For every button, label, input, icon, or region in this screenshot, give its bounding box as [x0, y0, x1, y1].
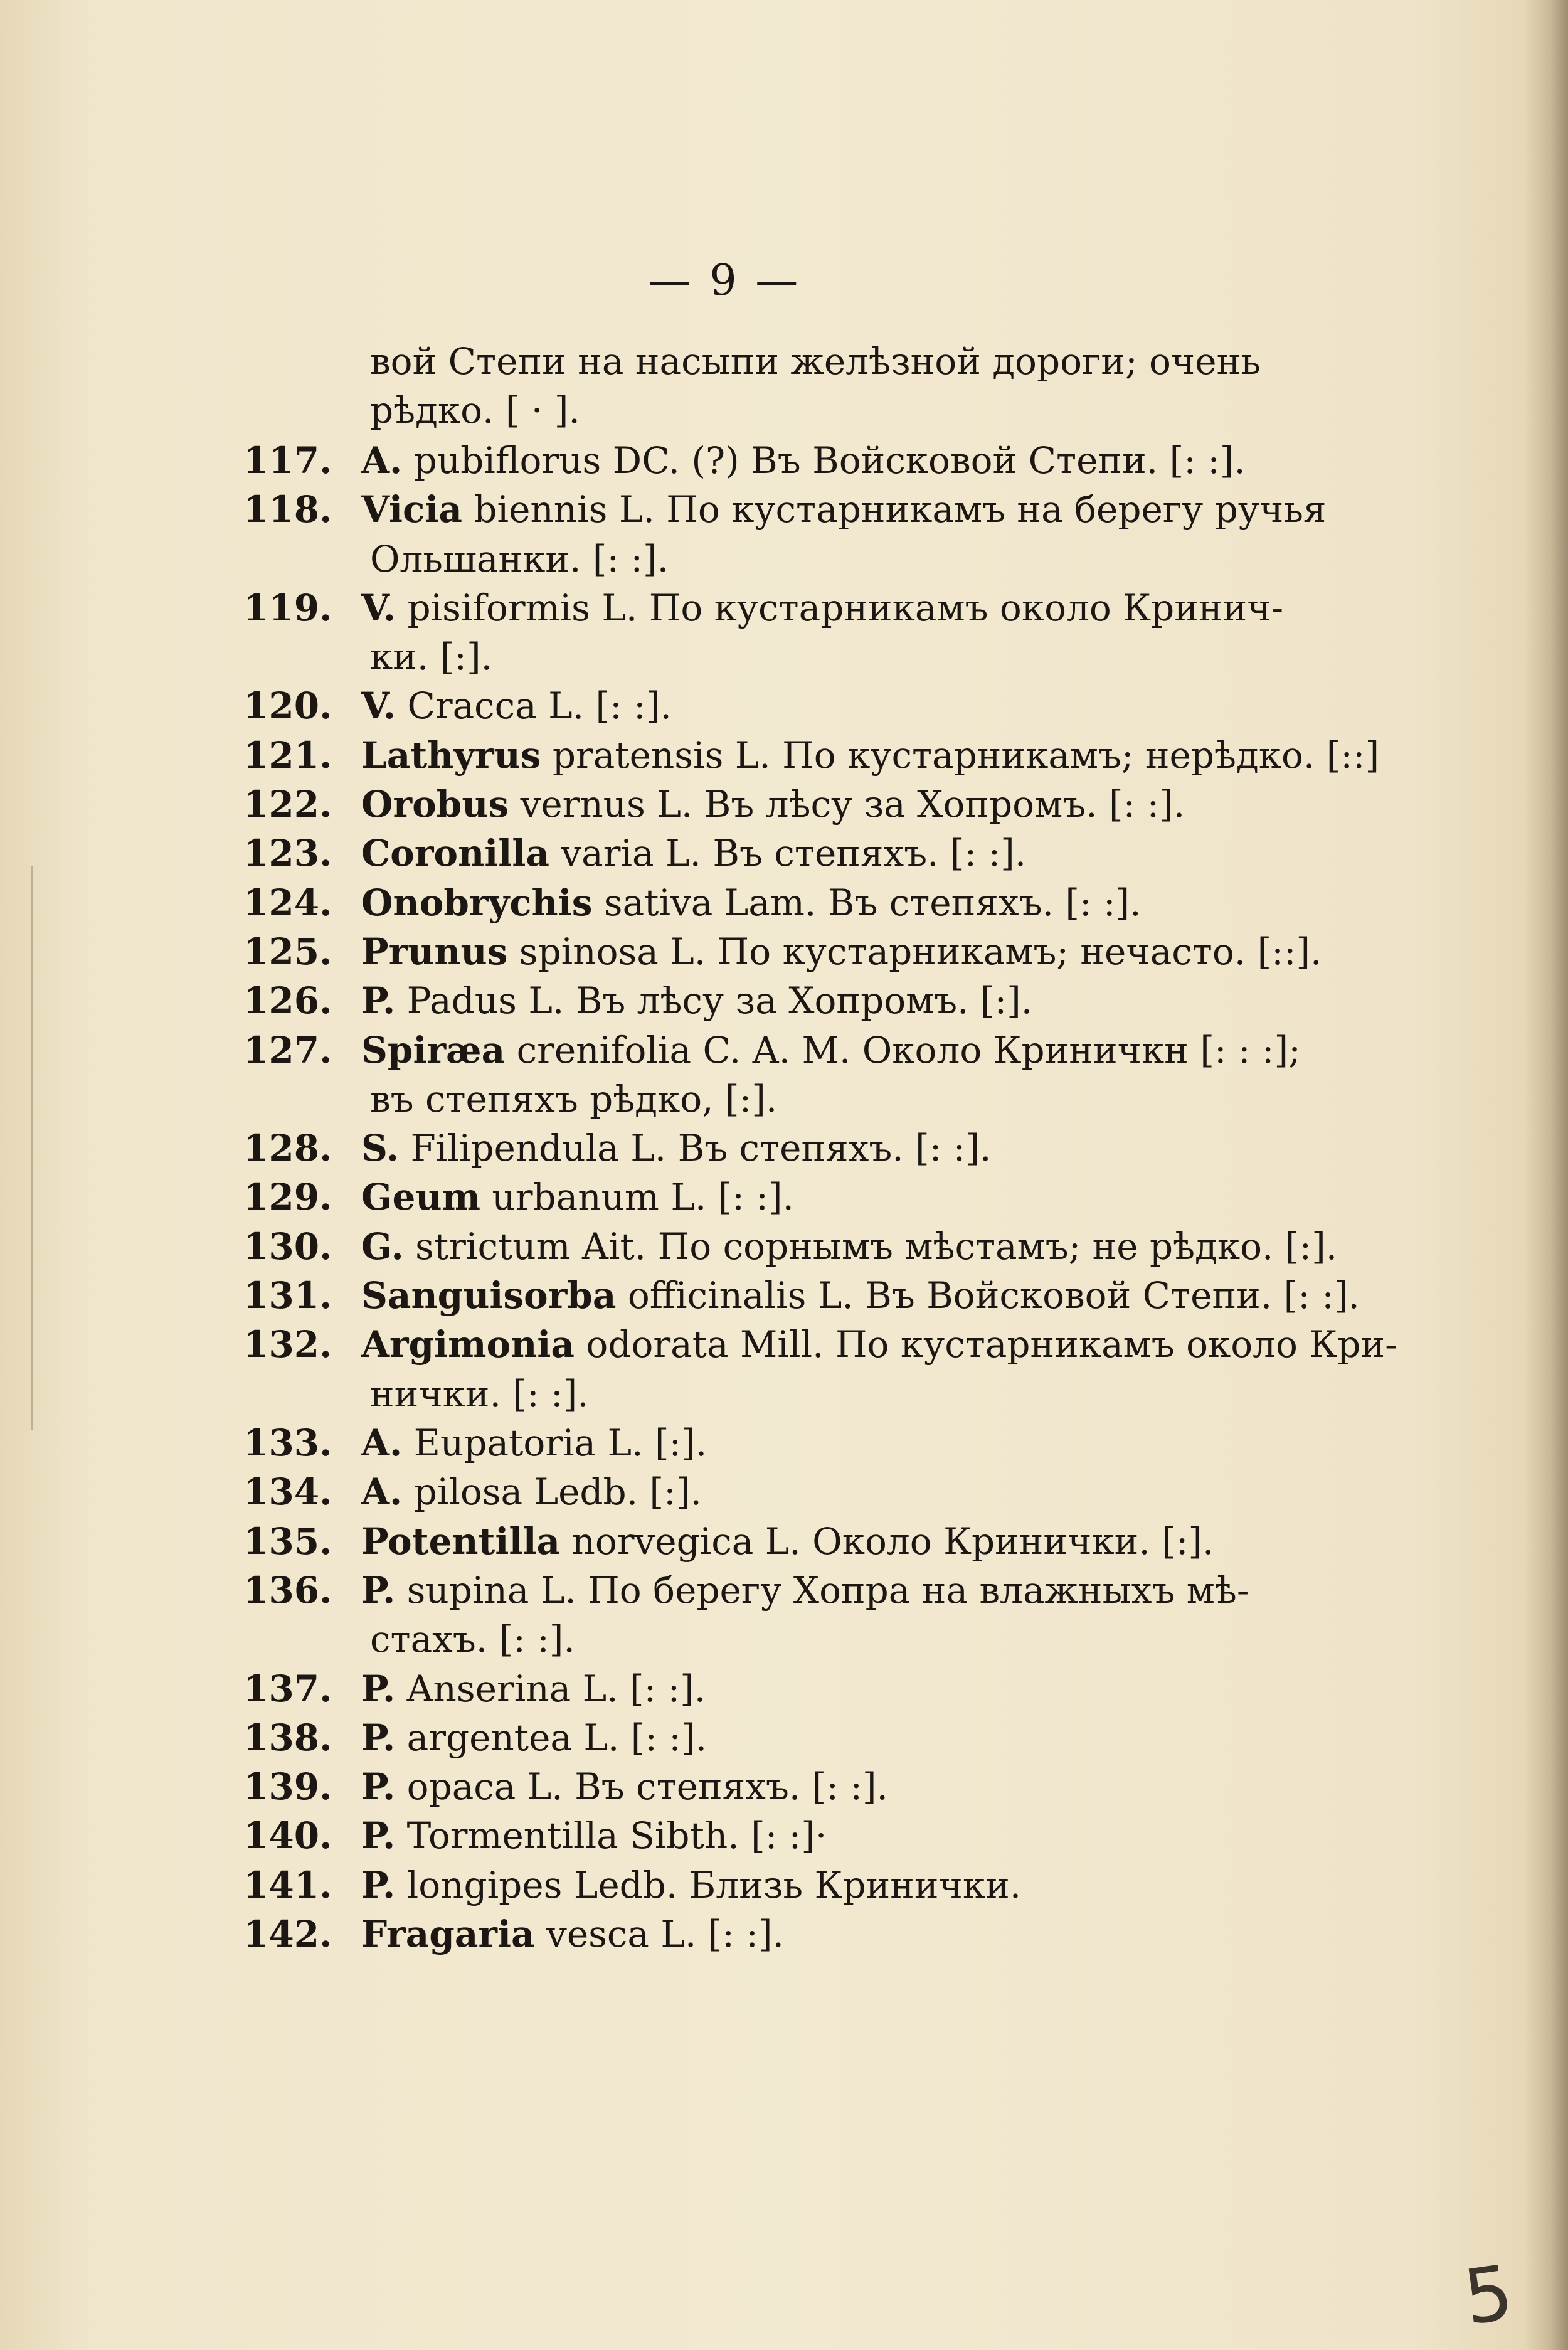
species-text: spinosa L. По кустарникамъ; нечасто. [::].: [507, 930, 1322, 973]
species-text: urbanum L. [: :].: [480, 1176, 794, 1218]
species-text: odorata Mill. По кустарникамъ около Кри-: [575, 1323, 1397, 1366]
species-entry: [243, 1713, 707, 1762]
entry-number: 133.: [243, 1422, 332, 1464]
species-text: vesca L. [: :].: [534, 1913, 784, 1955]
entry-number: 136.: [243, 1569, 332, 1612]
species-entry: [243, 1664, 706, 1713]
species-entry: [243, 1124, 991, 1172]
species-entry-continuation: ки. [:].: [370, 635, 493, 678]
genus-name: P.: [361, 1667, 396, 1710]
genus-name: Onobrychis: [361, 881, 593, 924]
page-number: — 9 —: [648, 256, 801, 306]
species-entry: [243, 976, 1032, 1025]
species-text: supina L. По берегу Хопра на влажныхъ мѣ-: [395, 1569, 1249, 1612]
species-entry: [243, 731, 1379, 780]
genus-name: Orobus: [361, 783, 509, 826]
genus-name: P.: [361, 1569, 396, 1612]
genus-name: P.: [361, 1864, 396, 1906]
species-text: pratensis L. По кустарникамъ; нерѣдко. [::]: [541, 734, 1380, 777]
entry-number: 134.: [243, 1470, 332, 1513]
genus-name: Fragaria: [361, 1913, 535, 1955]
species-text: opaca L. Въ степяхъ. [: :].: [395, 1765, 888, 1808]
entry-number: 117.: [243, 439, 332, 482]
genus-name: P.: [361, 1765, 396, 1808]
entry-number: 122.: [243, 783, 332, 826]
entry-number: 126.: [243, 979, 332, 1022]
genus-name: P.: [361, 979, 396, 1022]
genus-name: Vicia: [361, 488, 462, 531]
genus-name: Argimonia: [361, 1323, 575, 1366]
genus-name: S.: [361, 1127, 400, 1169]
species-entry: [243, 829, 1026, 878]
entry-number: 127.: [243, 1029, 332, 1071]
species-text: crenifolia C. A. M. Около Криничкн [: : :];: [505, 1029, 1301, 1071]
species-text: pilosa Ledb. [:].: [402, 1470, 702, 1513]
species-entry: [243, 1566, 1249, 1615]
entry-number: 129.: [243, 1176, 332, 1218]
entry-number: 128.: [243, 1127, 332, 1169]
species-text: Cracca L. [: :].: [396, 684, 672, 727]
genus-name: Spiræa: [361, 1029, 506, 1071]
species-entry: [243, 1418, 707, 1467]
species-entry: [243, 927, 1322, 976]
species-text: varia L. Въ степяхъ. [: :].: [549, 832, 1027, 875]
species-entry: [243, 1026, 1301, 1075]
species-entry-continuation: въ степяхъ рѣдко, [:].: [370, 1078, 778, 1120]
species-text: Filipendula L. Въ степяхъ. [: :].: [399, 1127, 992, 1169]
species-entry-continuation: нички. [: :].: [370, 1373, 589, 1415]
species-text: pubiflorus DC. (?) Въ Войсковой Степи. [: :].: [402, 439, 1246, 482]
species-entry: [243, 1222, 1337, 1271]
entry-number: 123.: [243, 832, 332, 875]
genus-name: A.: [361, 1422, 403, 1464]
entry-number: 119.: [243, 587, 332, 629]
genus-name: V.: [361, 684, 396, 727]
species-entry: [243, 780, 1185, 829]
genus-name: Coronilla: [361, 832, 549, 875]
species-text: biennis L. По кустарникамъ на берегу ручья: [462, 488, 1327, 531]
species-entry: [243, 1172, 794, 1221]
species-entry: [243, 1320, 1397, 1369]
species-entry: [243, 1271, 1360, 1320]
genus-name: Lathyrus: [361, 734, 541, 777]
species-text: Tormentilla Sibth. [: :]·: [395, 1814, 827, 1857]
genus-name: Prunus: [361, 930, 508, 973]
genus-name: G.: [361, 1225, 404, 1268]
continuation-line: рѣдко. [ · ].: [370, 389, 580, 432]
genus-name: A.: [361, 439, 403, 482]
species-text: argentea L. [: :].: [395, 1716, 707, 1759]
species-text: Anserina L. [: :].: [395, 1667, 706, 1710]
species-entry-continuation: стахъ. [: :].: [370, 1618, 575, 1661]
entry-number: 124.: [243, 881, 332, 924]
entry-number: 138.: [243, 1716, 332, 1759]
entry-number: 135.: [243, 1520, 332, 1563]
entry-number: 131.: [243, 1274, 332, 1317]
genus-name: V.: [361, 587, 396, 629]
species-entry: [243, 583, 1283, 632]
entry-number: 118.: [243, 488, 332, 531]
species-entry: [243, 1517, 1214, 1566]
genus-name: A.: [361, 1470, 403, 1513]
entry-number: 142.: [243, 1913, 332, 1955]
species-entry: [243, 1861, 1021, 1910]
species-entry-continuation: Ольшанки. [: :].: [370, 538, 669, 580]
species-text: vernus L. Въ лѣсу за Хопромъ. [: :].: [509, 783, 1185, 826]
species-text: norvegica L. Около Кринички. [:].: [560, 1520, 1214, 1563]
genus-name: P.: [361, 1716, 396, 1759]
species-entry: [243, 1467, 702, 1516]
genus-name: Potentilla: [361, 1520, 561, 1563]
species-entry: [243, 1811, 827, 1860]
species-entry: [243, 1762, 888, 1811]
entry-number: 140.: [243, 1814, 332, 1857]
species-entry: [243, 436, 1246, 485]
entry-number: 132.: [243, 1323, 332, 1366]
genus-name: Geum: [361, 1176, 480, 1218]
entry-number: 130.: [243, 1225, 332, 1268]
species-text: strictum Ait. По сорнымъ мѣстамъ; не рѣдко. [:].: [403, 1225, 1338, 1268]
entry-number: 120.: [243, 684, 332, 727]
species-text: Padus L. Въ лѣсу за Хопромъ. [:].: [395, 979, 1033, 1022]
continuation-line: вой Степи на насыпи желѣзной дороги; очень: [370, 340, 1261, 383]
entry-number: 121.: [243, 734, 332, 777]
species-entry: [243, 485, 1327, 534]
species-text: pisiformis L. По кустарникамъ около Кринич-: [396, 587, 1284, 629]
genus-name: Sanguisorba: [361, 1274, 617, 1317]
species-entry: [243, 1910, 784, 1959]
species-text: sativa Lam. Въ степяхъ. [: :].: [592, 881, 1142, 924]
entry-number: 139.: [243, 1765, 332, 1808]
genus-name: P.: [361, 1814, 396, 1857]
entry-number: 137.: [243, 1667, 332, 1710]
species-text: Eupatoria L. [:].: [402, 1422, 707, 1464]
entry-number: 125.: [243, 930, 332, 973]
folio-mark: 5: [1458, 2249, 1518, 2342]
species-entry: [243, 681, 672, 730]
species-entry: [243, 878, 1142, 927]
species-text: longipes Ledb. Близь Кринички.: [395, 1864, 1022, 1906]
species-text: officinalis L. Въ Войсковой Степи. [: :].: [616, 1274, 1360, 1317]
entry-number: 141.: [243, 1864, 332, 1906]
